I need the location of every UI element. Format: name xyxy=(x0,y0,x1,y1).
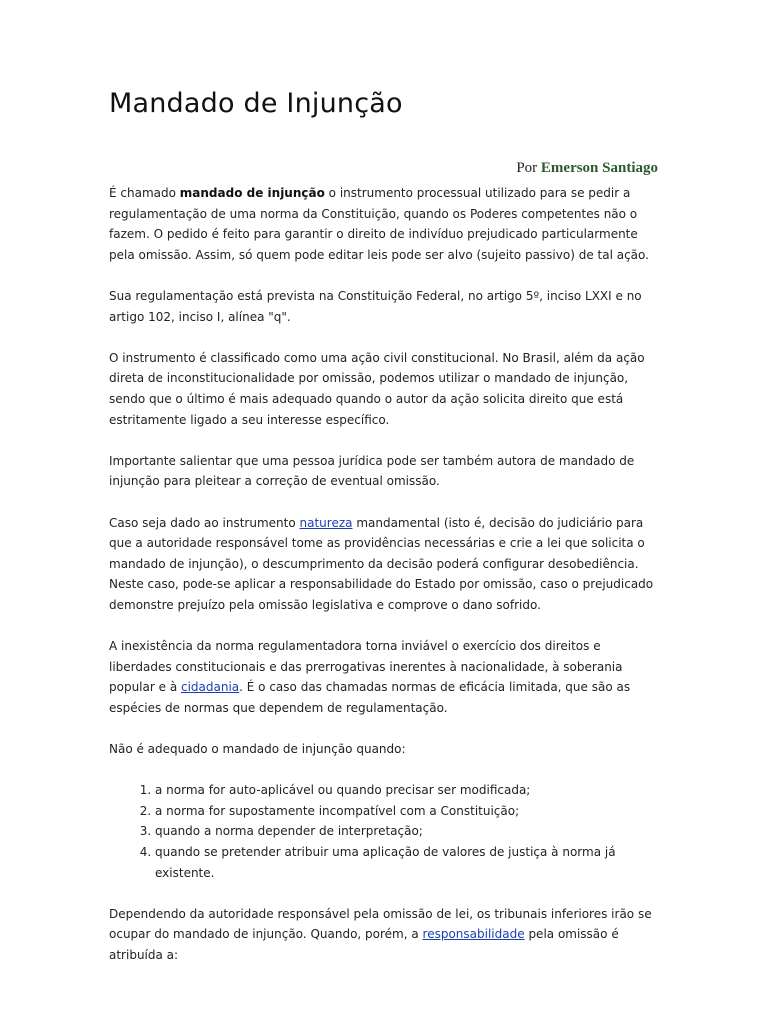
paragraph-4: Importante salientar que uma pessoa jurídica pode ser também autora de mandado de injunção para pleitear a correção de eventual omissão. xyxy=(109,453,635,489)
conditions-list xyxy=(109,780,654,883)
byline xyxy=(516,160,658,177)
paragraph-7: Não é adequado o mandado de injunção quando: xyxy=(109,742,406,757)
link-natureza[interactable]: natureza xyxy=(299,515,353,530)
paragraph-8: Dependendo da autoridade responsável pela omissão de lei, os tribunais inferiores irão se ocupar do mandado de injunção. Quando, porém, a responsabilidade pela omissão é atribuída a: xyxy=(109,906,652,962)
paragraph-3: O instrumento é classificado como uma ação civil constitucional. No Brasil, além da ação direta de inconstitucionalidade por omissão, podemos utilizar o mandado de injunção, sendo que o último é mais adequado quando o autor da ação solicita direito que está estritamente ligado a seu interesse específico. xyxy=(109,350,645,427)
list-item: 4. quando se pretender atribuir uma aplicação de valores de justiça à norma já existente. xyxy=(155,842,654,883)
paragraph-6: A inexistência da norma regulamentadora torna inviável o exercício dos direitos e liberdades constitucionais e das prerrogativas inerentes à nacionalidade, à soberania popular e à cidadania. É o caso das chamadas normas de eficácia limitada, que são as espécies de normas que dependem de regulamentação. xyxy=(109,639,631,715)
list-item: 3. quando a norma depender de interpretação; xyxy=(155,821,654,842)
paragraph-1: É chamado mandado de injunção o instrumento processual utilizado para se pedir a regulamentação de uma norma da Constituição, quando os Poderes competentes não o fazem. O pedido é feito para garantir o direito de indivíduo prejudicado particularmente pela omissão. Assim, só quem pode editar leis pode ser alvo (sujeito passivo) de tal ação. xyxy=(109,186,649,262)
byline-author: Emerson Santiago xyxy=(540,160,658,176)
bold-term: mandado de injunção xyxy=(179,186,325,200)
article-body xyxy=(109,183,654,986)
link-responsabilidade[interactable]: responsabilidade xyxy=(422,927,525,942)
list-item: 1. a norma for auto-aplicável ou quando precisar ser modificada; xyxy=(155,780,654,801)
list-item: 2. a norma for supostamente incompatível com a Constituição; xyxy=(155,801,654,822)
byline-prefix: Por xyxy=(516,160,538,176)
link-cidadania[interactable]: cidadania xyxy=(180,680,240,695)
paragraph-5: Caso seja dado ao instrumento natureza mandamental (isto é, decisão do judiciário para que a autoridade responsável tome as providências necessárias e crie a lei que solicita o mandado de injunção), o descumprimento da decisão poderá configurar desobediência. Neste caso, pode-se aplicar a responsabilidade do Estado por omissão, caso o prejudicado demonstre prejuízo pela omissão legislativa e comprove o dano sofrido. xyxy=(109,515,654,612)
paragraph-2: Sua regulamentação está prevista na Constituição Federal, no artigo 5º, inciso LXXI e no artigo 102, inciso I, alínea "q". xyxy=(109,288,642,324)
page-title: Mandado de Injunção xyxy=(109,88,403,119)
